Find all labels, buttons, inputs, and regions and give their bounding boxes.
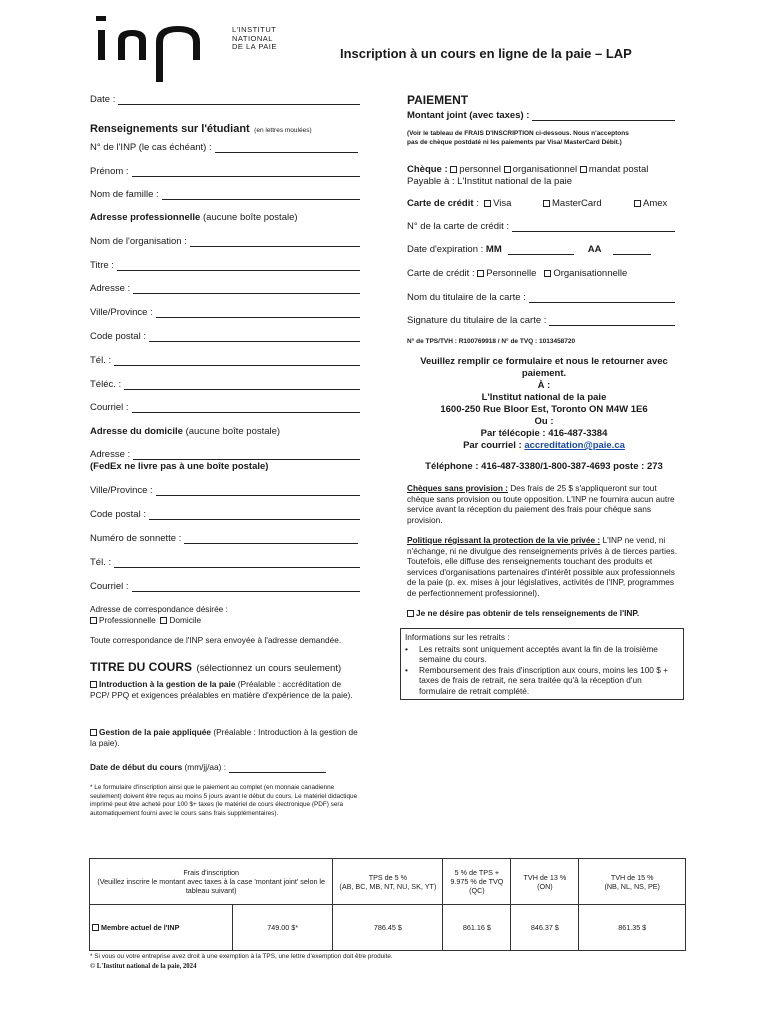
home-address-heading-text: Adresse du domicile (90, 426, 183, 437)
cheque-personal-checkbox[interactable] (450, 166, 457, 173)
logo-text (232, 26, 277, 52)
work-postal-row (90, 331, 360, 342)
card-type-personal-checkbox[interactable] (477, 270, 484, 277)
home-address-row (90, 449, 360, 460)
return-line-7: Par télécopie : 416-487-3384 (480, 428, 608, 439)
nsf-text: Des frais de 25 $ s'appliqueront sur tout chèque sans provision ou toute opposition. L'INP ne fournira aucun autre service avant la réception du paiement des frais pour chèque sans provision. (407, 483, 675, 525)
return-block (405, 356, 683, 452)
last-name-row (90, 189, 360, 200)
expiry-mm-field[interactable] (508, 245, 574, 255)
fees-header-on-sub: (ON) (537, 881, 553, 891)
fees-header-tps-title: TPS de 5 % (368, 872, 408, 882)
work-fax-field[interactable] (124, 380, 360, 390)
work-fax-label: Téléc. : (90, 379, 122, 390)
payment-note (407, 129, 687, 147)
work-city-label: Ville/Province : (90, 307, 153, 318)
work-postal-label: Code postal : (90, 331, 146, 342)
job-title-row (90, 260, 360, 271)
cheque-org-checkbox[interactable] (504, 166, 511, 173)
work-postal-field[interactable] (149, 332, 360, 342)
nsf-title: Chèques sans provision : (407, 483, 508, 493)
fees-member-label-cell (90, 905, 233, 951)
fees-header-atl-title: TVH de 15 % (610, 872, 654, 882)
amount-label: Montant joint (avec taxes) : (407, 110, 530, 121)
optout-row (407, 608, 639, 619)
return-line-4: L'Institut national de la paie (481, 392, 607, 403)
course-heading (90, 658, 341, 676)
home-postal-row (90, 509, 360, 520)
phone-line: Téléphone : 416-487-3380/1-800-387-4693 poste : 273 (425, 461, 663, 472)
work-address-heading (90, 212, 298, 223)
fees-header-tvq (443, 859, 511, 905)
home-city-row (90, 485, 360, 496)
home-email-label: Courriel : (90, 581, 129, 592)
work-phone-label: Tél. : (90, 355, 112, 366)
first-name-field[interactable] (132, 167, 360, 177)
fees-header-col1 (90, 859, 333, 905)
return-line-2: paiement. (521, 368, 567, 379)
card-type-org-checkbox[interactable] (544, 270, 551, 277)
fees-member-tps: 786.45 $ (333, 905, 443, 951)
fees-header-tps-sub: (AB, BC, MB, NT, NU, SK, YT) (339, 881, 437, 891)
student-heading-note: (en lettres moulées) (254, 127, 312, 134)
work-phone-row (90, 355, 360, 366)
corr-home-label: Domicile (169, 615, 202, 625)
last-name-label: Nom de famille : (90, 189, 159, 200)
optout-checkbox[interactable] (407, 610, 414, 617)
card-number-field[interactable] (512, 222, 675, 232)
work-phone-field[interactable] (114, 356, 360, 366)
home-phone-row (90, 557, 360, 568)
withdraw-item-1: • Les retraits sont uniquement acceptés avant la fin de la troisième semaine du cours. (405, 644, 679, 665)
card-visa-label: Visa (493, 198, 512, 209)
return-line-1: Veuillez remplir ce formulaire et nous le retourner avec (420, 356, 668, 367)
fedex-note: (FedEx ne livre pas à une boîte postale) (90, 461, 269, 472)
student-heading-text: Renseignements sur l'étudiant (90, 123, 250, 135)
copyright: © L'Institut national de la paie, 2024 (90, 963, 197, 970)
home-address-label: Adresse : (90, 449, 131, 460)
privacy-policy (407, 535, 683, 598)
fees-member-checkbox[interactable] (92, 924, 99, 931)
expiry-label: Date d'expiration : (407, 244, 484, 255)
payment-note-line-2: pas de chèque postdaté ni les paiements par Visa/ MasterCard Débit.) (407, 139, 622, 146)
fees-member-base: 749.00 $* (233, 905, 333, 951)
first-name-label: Prénom : (90, 166, 129, 177)
holder-row (407, 292, 675, 303)
corr-home-checkbox[interactable] (160, 617, 167, 624)
fees-header-tvq-sub: (QC) (469, 886, 485, 895)
expiry-aa-label: AA (587, 244, 602, 255)
card-row: Carte de crédit : Visa MasterCard Amex (407, 198, 668, 209)
home-email-row (90, 581, 360, 592)
fees-header-row (90, 859, 686, 905)
course-option-1 (90, 679, 362, 700)
card-type-row (407, 268, 627, 279)
footer-note: * Si vous ou votre entreprise avez droit à une exemption à la TPS, une lettre d'exemption doit être produite. (90, 953, 393, 960)
cheque-label: Chèque : (407, 164, 448, 175)
home-phone-field[interactable] (114, 558, 360, 568)
corr-professional-checkbox[interactable] (90, 617, 97, 624)
holder-label: Nom du titulaire de la carte : (407, 292, 526, 303)
fees-member-on: 846.37 $ (511, 905, 579, 951)
return-email-link[interactable]: accreditation@paie.ca (524, 440, 625, 451)
start-date-row (90, 762, 326, 773)
fees-header-on-title: TVH de 13 % (523, 872, 567, 882)
return-line-5: 1600-250 Rue Bloor Est, Toronto ON M4W 1E6 (440, 404, 648, 415)
return-line-6: Ou : (534, 416, 554, 427)
fees-member-tvq: 861.16 $ (443, 905, 511, 951)
logo-line-1: L'INSTITUT (232, 25, 277, 34)
home-city-label: Ville/Province : (90, 485, 153, 496)
cheque-org-label: organisationnel (512, 164, 578, 175)
date-field[interactable] (118, 95, 360, 105)
fees-header-atl-sub: (NB, NL, NS, PE) (604, 881, 660, 891)
cheque-money-order-checkbox[interactable] (580, 166, 587, 173)
card-mastercard-label: MasterCard (552, 198, 602, 209)
corr-label: Adresse de correspondance désirée : (90, 604, 228, 614)
fees-header-atl (579, 859, 686, 905)
privacy-text: L'INP ne vend, ni n'échange, ni ne divulgue des renseignements privés à de tierces parties. Toutefois, elle diffuse des renseignements touchant des produits et services d'organisations partenaires d'intérêt possible aux professionnels de la paie (p. ex. mises à jour législatives, activités de l'INP, programmes de perfectionnement professionnel). (407, 535, 678, 598)
work-address-field[interactable] (133, 284, 360, 294)
course-applied-desc: (Préalable : Introduction à la gestion de la paie). (90, 727, 358, 748)
logo-line-3: DE LA PAIE (232, 42, 277, 51)
work-address-heading-text: Adresse professionnelle (90, 212, 201, 223)
card-mastercard-checkbox[interactable] (543, 200, 550, 207)
card-label: Carte de crédit (407, 198, 474, 209)
payment-note-line-1: (Voir le tableau de FRAIS D'INSCRIPTION ci-dessous. Nous n'acceptons (407, 130, 629, 137)
corr-professional-label: Professionnelle (99, 615, 156, 625)
logo-line-2: NATIONAL (232, 33, 273, 43)
expiry-aa-field[interactable] (613, 245, 651, 255)
tax-ids: N° de TPS/TVH : R100769918 / N° de TVQ : 1013458720 (407, 338, 576, 345)
course-heading-note: (sélectionnez un cours seulement) (196, 663, 342, 674)
work-email-row (90, 402, 360, 413)
payable-to: Payable à : L'Institut national de la paie (407, 176, 573, 187)
date-row (90, 94, 360, 105)
fees-table (89, 858, 686, 951)
return-email-label: Par courriel : (463, 440, 522, 451)
course-heading-text: TITRE DU COURS (90, 660, 192, 674)
first-name-row (90, 166, 360, 177)
withdraw-item-1-text: Les retraits sont uniquement acceptés avant la fin de la troisième semaine du cours. (419, 643, 658, 664)
work-city-field[interactable] (156, 308, 360, 318)
course-intro-checkbox[interactable] (90, 681, 97, 688)
inp-logo-mark (92, 12, 222, 82)
course-footnote: * Le formulaire d'inscription ainsi que le paiement au complet (en monnaie canadienne seulement) doivent être reçus au moins 5 jours avant le début du cours. Le matériel didactique imprimé peut être acheté pour 100 $+ taxes (le matériel de cours électronique (PDF) sera automatiquement fourni avec le cours sans frais supplémentaires). (90, 784, 358, 817)
card-visa-checkbox[interactable] (484, 200, 491, 207)
inp-number-row (90, 142, 358, 153)
work-city-row (90, 307, 360, 318)
page-title: Inscription à un cours en ligne de la paie – LAP (340, 46, 632, 61)
fees-header-col1-title: Frais d'inscription (183, 868, 240, 877)
card-type-org-label: Organisationnelle (553, 268, 628, 279)
fees-member-label: Membre actuel de l'INP (101, 923, 180, 932)
signature-field[interactable] (549, 316, 675, 326)
start-date-format: (mm/jj/aa) : (184, 762, 227, 772)
home-phone-label: Tél. : (90, 557, 112, 568)
work-address-label: Adresse : (90, 283, 131, 294)
card-type-personal-label: Personnelle (486, 268, 537, 279)
course-applied-title: Gestion de la paie appliquée (99, 727, 212, 737)
last-name-field[interactable] (162, 190, 360, 200)
card-amex-label: Amex (643, 198, 668, 209)
nsf-policy (407, 483, 683, 525)
card-amex-checkbox[interactable] (634, 200, 641, 207)
home-postal-field[interactable] (149, 510, 360, 520)
signature-row (407, 315, 675, 326)
org-name-label: Nom de l'organisation : (90, 236, 187, 247)
home-address-note: (aucune boîte postale) (185, 426, 281, 437)
work-address-note: (aucune boîte postale) (203, 212, 298, 223)
work-email-field[interactable] (132, 403, 360, 413)
work-address-row (90, 283, 360, 294)
optout-label: Je ne désire pas obtenir de tels renseignements de l'INP. (416, 608, 640, 618)
cheque-money-order-label: mandat postal (588, 164, 649, 175)
course-applied-checkbox[interactable] (90, 729, 97, 736)
return-line-3: À : (537, 380, 551, 391)
cheque-row (407, 164, 648, 175)
home-postal-label: Code postal : (90, 509, 146, 520)
course-intro-desc: (Préalable : accréditation de PCP/ PPQ et exigences préalables en matière d'expérience de la paie). (90, 679, 353, 700)
inp-number-field[interactable] (215, 143, 358, 153)
corr-note: Toute correspondance de l'INP sera envoyée à l'adresse demandée. (90, 635, 342, 645)
start-date-label: Date de début du cours (90, 762, 183, 772)
card-number-label: N° de la carte de crédit : (407, 221, 510, 232)
fees-member-row (90, 905, 686, 951)
amount-field[interactable] (532, 111, 675, 121)
start-date-field[interactable] (229, 763, 326, 773)
logo (92, 12, 292, 82)
withdraw-box (400, 628, 684, 700)
fees-header-tps (333, 859, 443, 905)
org-name-row (90, 236, 360, 247)
amount-row (407, 110, 675, 121)
home-city-field[interactable] (156, 486, 360, 496)
home-email-field[interactable] (132, 582, 360, 592)
card-type-label: Carte de crédit : (407, 268, 475, 279)
withdraw-item-2-text: Remboursement des frais d'inscription aux cours, moins les 100 $ + taxes de frais de retrait, ne sera traitée qu'à la réception d'un formulaire de retrait complété. (419, 664, 668, 696)
org-name-field[interactable] (190, 237, 360, 247)
job-title-field[interactable] (117, 261, 360, 271)
work-email-label: Courriel : (90, 402, 129, 413)
date-label: Date : (90, 94, 116, 105)
signature-label: Signature du titulaire de la carte : (407, 315, 547, 326)
course-intro-title: Introduction à la gestion de la paie (99, 679, 236, 689)
withdraw-title: Informations sur les retraits : (405, 632, 510, 642)
withdraw-item-2: • Remboursement des frais d'inscription aux cours, moins les 100 $ + taxes de frais de retrait, ne sera traitée qu'à la réception d'un formulaire de retrait complété. (405, 665, 679, 697)
cheque-personal-label: personnel (459, 164, 502, 175)
corr-options (90, 615, 201, 626)
sonnette-field[interactable] (184, 534, 358, 544)
student-heading (90, 119, 312, 137)
sonnette-row (90, 533, 358, 544)
home-address-field[interactable] (133, 450, 360, 460)
work-fax-row (90, 379, 360, 390)
sonnette-label: Numéro de sonnette : (90, 533, 182, 544)
fees-member-atl: 861.35 $ (579, 905, 686, 951)
job-title-label: Titre : (90, 260, 114, 271)
expiry-row (407, 244, 667, 255)
card-number-row (407, 221, 675, 232)
fees-header-on (511, 859, 579, 905)
inp-number-label: N° de l'INP (le cas échéant) : (90, 142, 212, 153)
course-option-2 (90, 727, 362, 748)
expiry-mm-label: MM (485, 244, 502, 255)
fees-header-col1-sub: (Veuillez inscrire le montant avec taxes à la case 'montant joint' selon le tableau suivant) (97, 877, 326, 895)
fees-header-tvq-title: 5 % de TPS + 9.975 % de TVQ (450, 868, 504, 886)
privacy-title: Politique régissant la protection de la vie privée : (407, 535, 601, 545)
home-address-heading (90, 426, 280, 437)
payment-heading: PAIEMENT (407, 93, 469, 107)
holder-field[interactable] (529, 293, 675, 303)
